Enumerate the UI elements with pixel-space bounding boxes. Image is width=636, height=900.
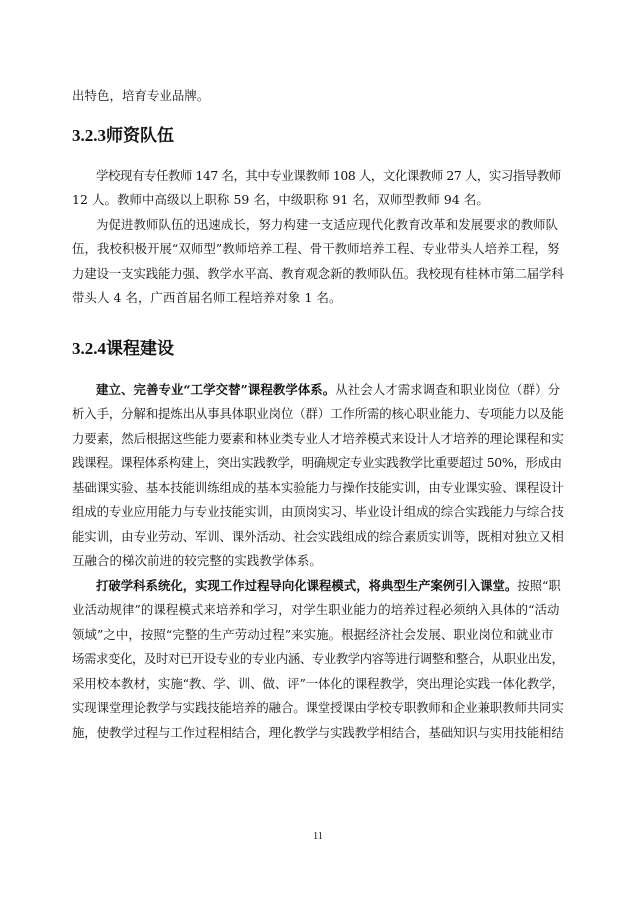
page-number: 11 bbox=[313, 831, 323, 842]
section-3-2-3-title: 师资队伍 bbox=[106, 126, 174, 146]
curriculum-para1-line: 力要素，然后根据这些能力要素和林业类专业人才培养模式来设计人才培养的理论课程和实 bbox=[72, 431, 564, 446]
curriculum-para1-line: 践课程。课程体系构建上，突出实践教学，明确规定专业实践教学比重要超过 50%，形成由 bbox=[72, 455, 562, 470]
teachers-para2-line: 带头人 4 名，广西首届名师工程培养对象 1 名。 bbox=[72, 290, 342, 305]
curriculum-para2-line: 场需求变化，及时对已开设专业的专业内涵、专业教学内容等进行调整和整合，从职业出发， bbox=[72, 651, 564, 666]
curriculum-para2-line: 领域”之中，按照“完整的生产劳动过程”来实施。根据经济社会发展、职业岗位和就业市 bbox=[72, 627, 554, 642]
curriculum-para1-line: 基础课实验、基本技能训练组成的基本实验能力与操作技能实训，由专业课实验、课程设计 bbox=[72, 480, 564, 495]
intro-tail-text: 出特色，培育专业品牌。 bbox=[72, 88, 210, 103]
teachers-para2-line: 力建设一支实践能力强、教学水平高、教育观念新的教师队伍。我校现有桂林市第二届学科 bbox=[72, 266, 564, 281]
curriculum-para2-rest: 按照“职 bbox=[517, 578, 561, 593]
curriculum-para2-first-line bbox=[96, 578, 564, 594]
section-3-2-3-number: 3.2.3 bbox=[72, 126, 106, 145]
teachers-para1-line: 12 人。教师中高级以上职称 59 名，中级职称 91 名，双师型教师 94 名。 bbox=[72, 192, 489, 207]
curriculum-para2-line: 施，使教学过程与工作过程相结合，理化教学与实践教学相结合，基础知识与实用技能相结 bbox=[72, 725, 564, 740]
section-3-2-4-heading bbox=[72, 338, 174, 360]
curriculum-para1-rest: 从社会人才需求调查和职业岗位（群）分 bbox=[335, 382, 561, 397]
curriculum-para2-line: 业活动规律”的课程模式来培养和学习，对学生职业能力的培养过程必须纳入具体的“活动 bbox=[72, 602, 560, 617]
curriculum-para2-line: 实现课堂理论教学与实践技能培养的融合。课堂授课由学校专职教师和企业兼职教师共同实 bbox=[72, 700, 564, 715]
curriculum-para1-line: 组成的专业应用能力与专业技能实训，由顶岗实习、毕业设计组成的综合实践能力与综合技 bbox=[72, 504, 564, 519]
teachers-para1-line: 学校现有专任教师 147 名，其中专业课教师 108 人，文化课教师 27 人，实习指导教师 bbox=[96, 168, 561, 183]
curriculum-para1-line: 析入手，分解和提炼出从事具体职业岗位（群）工作所需的核心职业能力、专项能力以及能 bbox=[72, 406, 564, 421]
curriculum-para1-first-line bbox=[96, 382, 564, 398]
curriculum-para1-line: 互融合的梯次前进的较完整的实践教学体系。 bbox=[72, 553, 322, 568]
section-3-2-4-title: 课程建设 bbox=[106, 339, 174, 359]
section-3-2-4-number: 3.2.4 bbox=[72, 339, 106, 358]
section-3-2-3-heading bbox=[72, 125, 174, 147]
curriculum-para1-line: 能实训，由专业劳动、军训、课外活动、社会实践组成的综合素质实训等，既相对独立又相 bbox=[72, 529, 564, 544]
teachers-para2-line: 伍，我校积极开展“双师型”教师培养工程、骨干教师培养工程、专业带头人培养工程，努 bbox=[72, 241, 560, 256]
curriculum-para2-bold-lead: 打破学科系统化，实现工作过程导向化课程模式，将典型生产案例引入课堂。 bbox=[96, 578, 518, 593]
teachers-para2-line: 为促进教师队伍的迅速成长，努力构建一支适应现代化教育改革和发展要求的教师队 bbox=[96, 217, 559, 232]
curriculum-para1-bold-lead: 建立、完善专业“工学交替”课程教学体系。 bbox=[96, 382, 336, 397]
curriculum-para2-line: 采用校本教材，实施“教、学、训、做、评”一体化的课程教学，突出理论实践一体化教学， bbox=[72, 676, 564, 691]
